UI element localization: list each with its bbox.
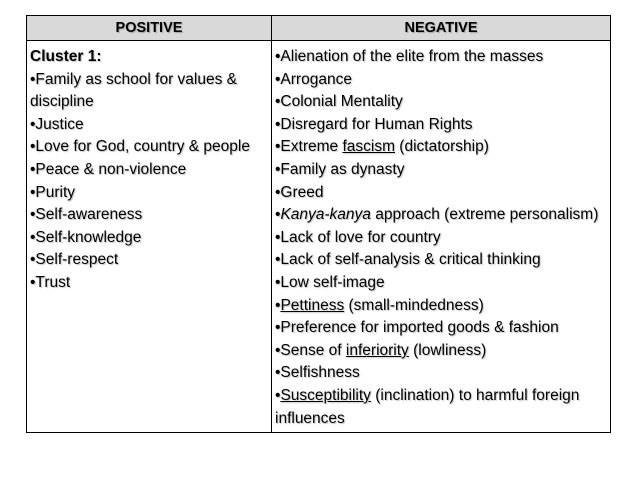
content-row xyxy=(27,41,611,433)
positive-item: •Self-respect xyxy=(30,251,119,269)
positive-item: •Family as school for values & discipline xyxy=(30,70,238,111)
negative-cell xyxy=(272,41,611,433)
item-text: • xyxy=(275,386,281,404)
item-text: (inclination) to harmful foreign influences xyxy=(275,386,580,427)
negative-item xyxy=(275,249,607,272)
negative-item xyxy=(275,46,607,69)
header-row xyxy=(27,16,611,41)
positive-item: •Self-knowledge xyxy=(30,228,142,246)
item-text: •Disregard for Human Rights xyxy=(275,115,473,133)
negative-item xyxy=(275,317,607,340)
item-text: •Lack of love for country xyxy=(275,228,441,246)
item-text: •Colonial Mentality xyxy=(275,93,403,111)
negative-list xyxy=(275,46,607,430)
item-text: •Low self-image xyxy=(275,273,385,291)
negative-item xyxy=(275,362,607,385)
negative-item xyxy=(275,136,607,159)
italic-term: Kanya-kanya xyxy=(280,206,371,224)
values-table xyxy=(26,15,611,433)
positive-header: POSITIVE xyxy=(27,16,272,41)
positive-cell xyxy=(27,41,272,433)
negative-item xyxy=(275,114,607,137)
underlined-term: Pettiness xyxy=(280,296,345,314)
negative-item xyxy=(275,340,607,363)
underlined-term: inferiority xyxy=(345,341,409,359)
positive-item: •Justice xyxy=(30,115,84,133)
item-text: approach (extreme personalism) xyxy=(370,206,599,224)
item-text: • xyxy=(275,296,281,314)
underlined-term: Susceptibility xyxy=(280,386,371,404)
item-text: (dictatorship) xyxy=(395,138,489,156)
positive-item: •Self-awareness xyxy=(30,206,143,224)
positive-list xyxy=(30,69,268,295)
item-text: • xyxy=(275,206,281,224)
negative-item xyxy=(275,272,607,295)
positive-item: •Peace & non-violence xyxy=(30,160,187,178)
negative-item xyxy=(275,182,607,205)
item-text: (small-mindedness) xyxy=(344,296,484,314)
positive-item: •Love for God, country & people xyxy=(30,138,250,156)
positive-item: •Trust xyxy=(30,273,71,291)
underlined-term: fascism xyxy=(342,138,395,156)
item-text: •Extreme xyxy=(275,138,343,156)
item-text: •Arrogance xyxy=(275,70,352,88)
item-text: •Family as dynasty xyxy=(275,160,405,178)
item-text: •Preference for imported goods & fashion xyxy=(275,319,559,337)
positive-item: •Purity xyxy=(30,183,76,201)
negative-item xyxy=(275,159,607,182)
negative-item xyxy=(275,295,607,318)
negative-header: NEGATIVE xyxy=(272,16,611,41)
item-text: (lowliness) xyxy=(408,341,487,359)
item-text: •Selfishness xyxy=(275,364,360,382)
negative-item xyxy=(275,227,607,250)
cluster-label: Cluster 1: xyxy=(30,48,102,65)
negative-item xyxy=(275,69,607,92)
item-text: •Lack of self-analysis & critical thinking xyxy=(275,251,541,269)
item-text: •Sense of xyxy=(275,341,346,359)
negative-item xyxy=(275,385,607,430)
negative-item xyxy=(275,204,607,227)
item-text: •Alienation of the elite from the masses xyxy=(275,48,544,65)
negative-item xyxy=(275,91,607,114)
item-text: •Greed xyxy=(275,183,324,201)
